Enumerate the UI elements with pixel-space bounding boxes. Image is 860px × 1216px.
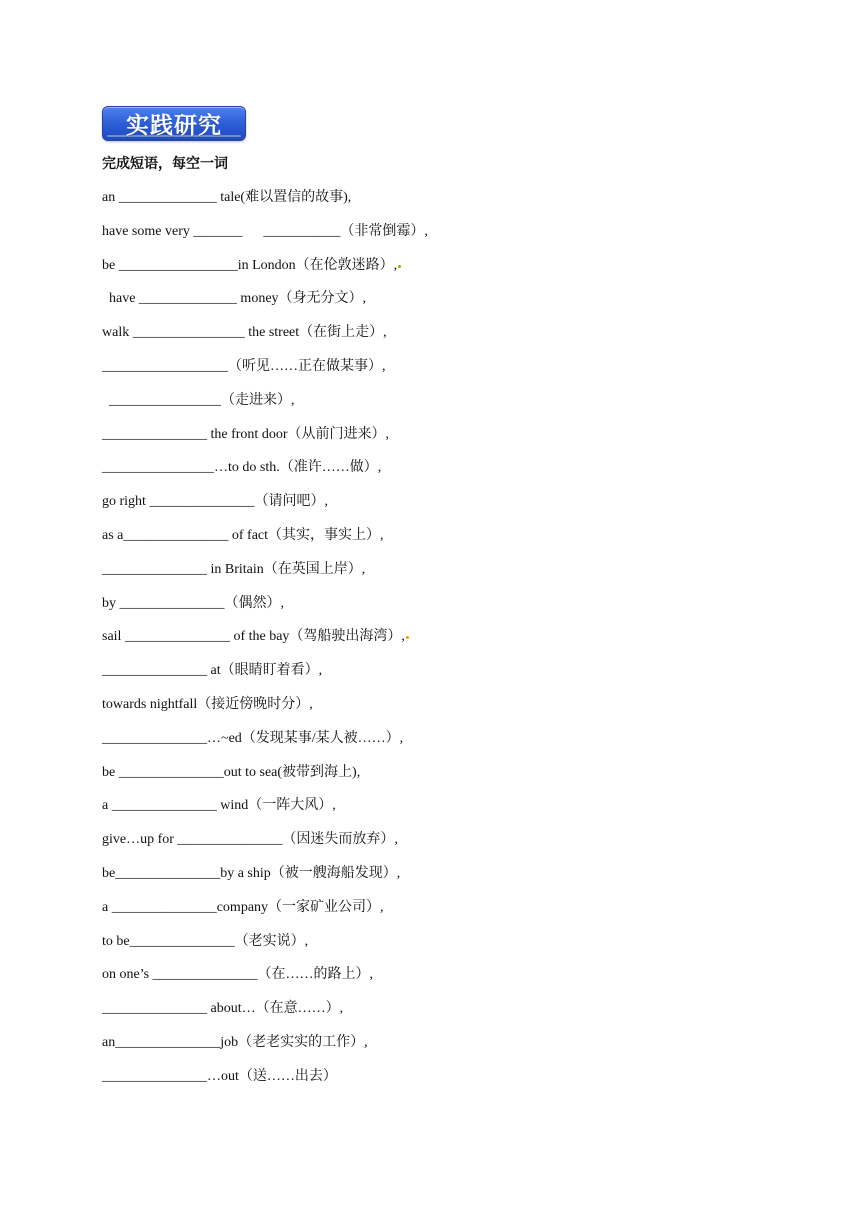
exercise-line-9 xyxy=(102,458,802,492)
exercise-line-22 xyxy=(102,898,802,932)
exercise-line-20 xyxy=(102,830,802,864)
exercise-line-7 xyxy=(102,391,802,425)
exercise-line-4 xyxy=(102,289,802,323)
exercise-text-25: _______________ about…（在意……）, xyxy=(102,1001,344,1017)
exercise-text-26: an_______________job（老老实实的工作）, xyxy=(102,1034,368,1050)
exercise-text-2: have some very _______ ___________（非常倒霉）, xyxy=(102,223,428,239)
exercise-line-26 xyxy=(102,1033,802,1067)
exercise-text-24: on one’s _______________（在……的路上）, xyxy=(102,967,374,983)
exercise-text-14: sail _______________ of the bay（驾船驶出海湾）, xyxy=(102,629,405,645)
exercise-line-5 xyxy=(102,323,802,357)
exercise-text-20: give…up for _______________（因迷失而放弃）, xyxy=(102,832,398,848)
exercise-line-8 xyxy=(102,425,802,459)
exercise-text-7: ________________（走进来）, xyxy=(102,392,295,408)
exercise-text-21: be_______________by a ship（被一艘海船发现）, xyxy=(102,865,401,881)
exercise-text-6: __________________（听见……正在做某事）, xyxy=(102,358,386,374)
exercise-text-11: as a_______________ of fact（其实，事实上）, xyxy=(102,527,384,543)
green-dot-mark xyxy=(398,265,401,268)
exercise-line-25 xyxy=(102,999,802,1033)
exercise-line-1 xyxy=(102,188,802,222)
exercise-line-11 xyxy=(102,526,802,560)
exercise-line-24 xyxy=(102,965,802,999)
exercise-text-8: _______________ the front door（从前门进来）, xyxy=(102,426,389,442)
exercise-line-23 xyxy=(102,932,802,966)
exercise-text-27: _______________…out（送……出去） xyxy=(102,1068,337,1084)
exercise-instruction: 完成短语，每空一词 xyxy=(102,156,228,172)
exercise-line-21 xyxy=(102,864,802,898)
exercise-line-6 xyxy=(102,357,802,391)
section-header-badge xyxy=(102,106,246,141)
exercise-text-5: walk ________________ the street（在街上走）, xyxy=(102,325,387,341)
exercise-line-27 xyxy=(102,1067,802,1101)
exercise-line-16 xyxy=(102,695,802,729)
exercise-line-10 xyxy=(102,492,802,526)
exercise-text-4: have ______________ money（身无分文）, xyxy=(102,291,367,307)
exercise-line-12 xyxy=(102,560,802,594)
exercise-text-10: go right _______________（请问吧）, xyxy=(102,494,328,510)
exercise-line-15 xyxy=(102,661,802,695)
exercise-line-18 xyxy=(102,763,802,797)
exercise-text-19: a _______________ wind（一阵大风）, xyxy=(102,798,336,814)
exercise-text-12: _______________ in Britain（在英国上岸）, xyxy=(102,561,366,577)
exercise-text-1: an ______________ tale(难以置信的故事), xyxy=(102,190,352,205)
section-header-title: 实践研究 xyxy=(126,113,222,139)
exercise-text-3: be _________________in London（在伦敦迷路）, xyxy=(102,257,398,273)
exercise-text-13: by _______________（偶然）, xyxy=(102,595,284,611)
exercise-text-22: a _______________company（一家矿业公司）, xyxy=(102,899,384,915)
exercise-text-15: _______________ at（眼睛盯着看）, xyxy=(102,663,323,679)
exercise-line-3 xyxy=(102,256,802,290)
exercise-line-19 xyxy=(102,796,802,830)
exercise-text-18: be _______________out to sea(被带到海上), xyxy=(102,764,361,780)
exercise-list xyxy=(102,188,802,1101)
exercise-line-17 xyxy=(102,729,802,763)
exercise-text-23: to be_______________（老实说）, xyxy=(102,933,309,949)
orange-dot-mark xyxy=(406,636,409,639)
exercise-line-14 xyxy=(102,627,802,661)
exercise-line-2 xyxy=(102,222,802,256)
exercise-line-13 xyxy=(102,594,802,628)
exercise-text-9: ________________…to do sth.（准许……做）, xyxy=(102,460,382,476)
exercise-text-17: _______________…~ed（发现某事/某人被……）, xyxy=(102,730,404,746)
exercise-text-16: towards nightfall（接近傍晚时分）, xyxy=(102,696,313,712)
